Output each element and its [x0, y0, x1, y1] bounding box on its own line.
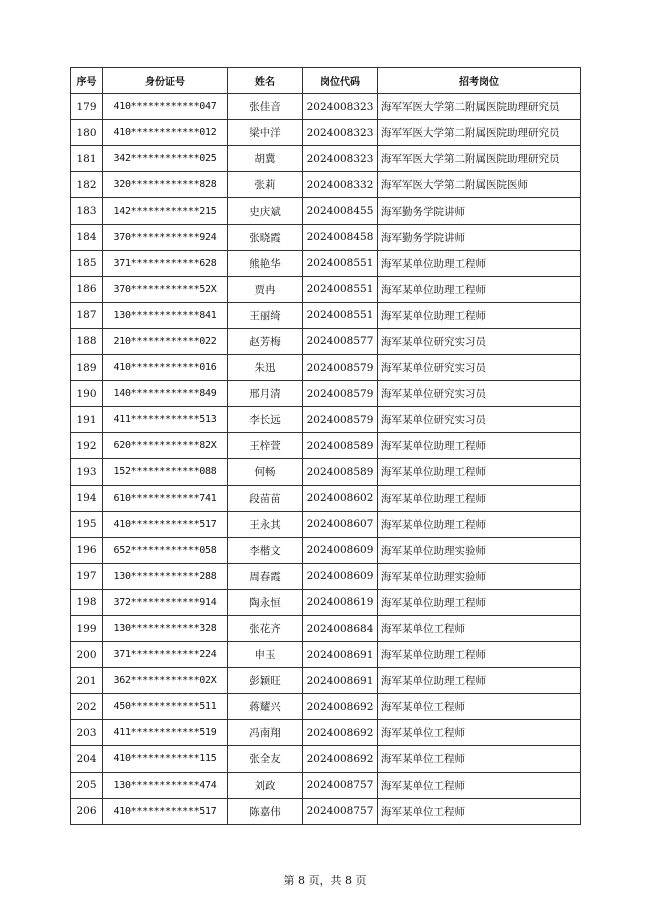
table-row: [71, 798, 581, 824]
cell-index: 200: [71, 642, 103, 668]
cell-position: 海军军医大学第二附属医院助理研究员: [378, 120, 581, 146]
cell-id-number: 410************517: [103, 798, 228, 824]
table-row: [71, 328, 581, 354]
roster-table: [70, 67, 581, 825]
roster-sheet: [70, 67, 580, 825]
page-footer: 第 8 页，共 8 页: [283, 874, 367, 887]
cell-id-number: 410************016: [103, 355, 228, 381]
cell-name: 张晓霞: [228, 224, 303, 250]
table-row: [71, 720, 581, 746]
cell-position: 海军某单位研究实习员: [378, 381, 581, 407]
table-row: [71, 459, 581, 485]
cell-id-number: 652************058: [103, 537, 228, 563]
header-index: 序号: [71, 68, 103, 94]
cell-position: 海军某单位工程师: [378, 798, 581, 824]
cell-position: 海军某单位工程师: [378, 720, 581, 746]
header-position-code: 岗位代码: [303, 68, 378, 94]
table-row: [71, 433, 581, 459]
cell-position-code: 2024008602: [303, 485, 378, 511]
cell-id-number: 342************025: [103, 146, 228, 172]
cell-name: 张全友: [228, 746, 303, 772]
cell-id-number: 372************914: [103, 589, 228, 615]
cell-position: 海军勤务学院讲师: [378, 224, 581, 250]
cell-id-number: 362************02X: [103, 668, 228, 694]
table-row: [71, 511, 581, 537]
cell-index: 190: [71, 381, 103, 407]
cell-name: 赵芳梅: [228, 328, 303, 354]
cell-id-number: 130************288: [103, 563, 228, 589]
cell-position-code: 2024008551: [303, 302, 378, 328]
cell-index: 187: [71, 302, 103, 328]
table-row: [71, 407, 581, 433]
cell-index: 195: [71, 511, 103, 537]
cell-id-number: 371************224: [103, 642, 228, 668]
cell-name: 刘政: [228, 772, 303, 798]
table-row: [71, 694, 581, 720]
cell-position: 海军某单位研究实习员: [378, 355, 581, 381]
table-row: [71, 642, 581, 668]
cell-position-code: 2024008757: [303, 772, 378, 798]
cell-position: 海军某单位助理工程师: [378, 250, 581, 276]
cell-position: 海军某单位助理工程师: [378, 302, 581, 328]
cell-index: 196: [71, 537, 103, 563]
cell-name: 段苗苗: [228, 485, 303, 511]
cell-name: 陶永恒: [228, 589, 303, 615]
cell-index: 204: [71, 746, 103, 772]
cell-name: 史庆斌: [228, 198, 303, 224]
cell-position-code: 2024008609: [303, 563, 378, 589]
table-row: [71, 668, 581, 694]
cell-id-number: 140************849: [103, 381, 228, 407]
cell-id-number: 410************517: [103, 511, 228, 537]
cell-index: 194: [71, 485, 103, 511]
cell-position-code: 2024008323: [303, 94, 378, 120]
cell-id-number: 320************828: [103, 172, 228, 198]
cell-position: 海军某单位工程师: [378, 746, 581, 772]
cell-name: 陈嘉伟: [228, 798, 303, 824]
cell-id-number: 142************215: [103, 198, 228, 224]
cell-id-number: 130************474: [103, 772, 228, 798]
cell-name: 李长远: [228, 407, 303, 433]
cell-id-number: 152************088: [103, 459, 228, 485]
cell-position-code: 2024008551: [303, 250, 378, 276]
cell-position: 海军军医大学第二附属医院助理研究员: [378, 146, 581, 172]
cell-position: 海军某单位工程师: [378, 772, 581, 798]
cell-position: 海军某单位助理工程师: [378, 511, 581, 537]
cell-name: 邢月清: [228, 381, 303, 407]
cell-position: 海军某单位研究实习员: [378, 407, 581, 433]
cell-name: 贾冉: [228, 276, 303, 302]
cell-index: 199: [71, 615, 103, 641]
cell-position: 海军某单位助理工程师: [378, 589, 581, 615]
cell-index: 188: [71, 328, 103, 354]
cell-position-code: 2024008692: [303, 720, 378, 746]
cell-position: 海军勤务学院讲师: [378, 198, 581, 224]
cell-id-number: 410************115: [103, 746, 228, 772]
cell-index: 186: [71, 276, 103, 302]
cell-name: 彭颖旺: [228, 668, 303, 694]
cell-position: 海军某单位助理工程师: [378, 433, 581, 459]
cell-index: 202: [71, 694, 103, 720]
cell-position-code: 2024008579: [303, 407, 378, 433]
cell-position: 海军某单位助理工程师: [378, 276, 581, 302]
table-row: [71, 94, 581, 120]
cell-index: 181: [71, 146, 103, 172]
cell-position-code: 2024008684: [303, 615, 378, 641]
cell-position-code: 2024008691: [303, 642, 378, 668]
cell-position: 海军某单位研究实习员: [378, 328, 581, 354]
table-row: [71, 276, 581, 302]
cell-position-code: 2024008579: [303, 381, 378, 407]
cell-id-number: 370************52X: [103, 276, 228, 302]
cell-position-code: 2024008589: [303, 433, 378, 459]
cell-index: 203: [71, 720, 103, 746]
cell-position-code: 2024008692: [303, 746, 378, 772]
cell-name: 张佳音: [228, 94, 303, 120]
cell-index: 179: [71, 94, 103, 120]
cell-index: 185: [71, 250, 103, 276]
cell-id-number: 371************628: [103, 250, 228, 276]
cell-id-number: 620************82X: [103, 433, 228, 459]
cell-index: 198: [71, 589, 103, 615]
cell-position-code: 2024008589: [303, 459, 378, 485]
table-row: [71, 146, 581, 172]
cell-id-number: 130************841: [103, 302, 228, 328]
table-row: [71, 250, 581, 276]
cell-position: 海军某单位工程师: [378, 694, 581, 720]
cell-position: 海军某单位助理工程师: [378, 485, 581, 511]
table-body: [71, 94, 581, 825]
cell-position-code: 2024008323: [303, 120, 378, 146]
table-row: [71, 772, 581, 798]
cell-index: 191: [71, 407, 103, 433]
cell-index: 197: [71, 563, 103, 589]
cell-index: 193: [71, 459, 103, 485]
cell-position-code: 2024008455: [303, 198, 378, 224]
table-row: [71, 224, 581, 250]
cell-position: 海军某单位助理工程师: [378, 668, 581, 694]
cell-index: 192: [71, 433, 103, 459]
cell-id-number: 410************012: [103, 120, 228, 146]
cell-name: 申玉: [228, 642, 303, 668]
table-header-row: [71, 68, 581, 94]
cell-id-number: 130************328: [103, 615, 228, 641]
table-row: [71, 485, 581, 511]
cell-index: 201: [71, 668, 103, 694]
table-row: [71, 302, 581, 328]
cell-id-number: 210************022: [103, 328, 228, 354]
header-position: 招考岗位: [378, 68, 581, 94]
cell-id-number: 450************511: [103, 694, 228, 720]
cell-name: 张莉: [228, 172, 303, 198]
cell-name: 胡冀: [228, 146, 303, 172]
cell-id-number: 411************513: [103, 407, 228, 433]
cell-position: 海军某单位助理工程师: [378, 642, 581, 668]
cell-index: 206: [71, 798, 103, 824]
table-row: [71, 589, 581, 615]
cell-name: 蒋耀兴: [228, 694, 303, 720]
cell-position-code: 2024008323: [303, 146, 378, 172]
cell-position-code: 2024008579: [303, 355, 378, 381]
table-row: [71, 563, 581, 589]
header-id-number: 身份证号: [103, 68, 228, 94]
cell-position-code: 2024008609: [303, 537, 378, 563]
cell-position-code: 2024008458: [303, 224, 378, 250]
cell-index: 180: [71, 120, 103, 146]
cell-name: 李楷文: [228, 537, 303, 563]
cell-position-code: 2024008619: [303, 589, 378, 615]
cell-name: 王丽绮: [228, 302, 303, 328]
table-row: [71, 537, 581, 563]
cell-position: 海军某单位助理实验师: [378, 563, 581, 589]
cell-position-code: 2024008551: [303, 276, 378, 302]
header-name: 姓名: [228, 68, 303, 94]
cell-position-code: 2024008577: [303, 328, 378, 354]
table-row: [71, 198, 581, 224]
cell-position-code: 2024008332: [303, 172, 378, 198]
cell-name: 朱迅: [228, 355, 303, 381]
cell-id-number: 370************924: [103, 224, 228, 250]
cell-position: 海军某单位助理工程师: [378, 459, 581, 485]
cell-name: 张花齐: [228, 615, 303, 641]
cell-position: 海军军医大学第二附属医院医师: [378, 172, 581, 198]
table-row: [71, 746, 581, 772]
cell-name: 梁中洋: [228, 120, 303, 146]
cell-name: 熊艳华: [228, 250, 303, 276]
cell-index: 189: [71, 355, 103, 381]
table-row: [71, 172, 581, 198]
table-row: [71, 381, 581, 407]
cell-id-number: 411************519: [103, 720, 228, 746]
table-row: [71, 355, 581, 381]
cell-position-code: 2024008757: [303, 798, 378, 824]
cell-name: 王梓萱: [228, 433, 303, 459]
cell-name: 冯南翔: [228, 720, 303, 746]
table-row: [71, 120, 581, 146]
cell-name: 周春霞: [228, 563, 303, 589]
cell-name: 王永其: [228, 511, 303, 537]
cell-position-code: 2024008607: [303, 511, 378, 537]
cell-id-number: 410************047: [103, 94, 228, 120]
cell-id-number: 610************741: [103, 485, 228, 511]
cell-index: 183: [71, 198, 103, 224]
table-row: [71, 615, 581, 641]
cell-index: 182: [71, 172, 103, 198]
cell-index: 205: [71, 772, 103, 798]
cell-position: 海军军医大学第二附属医院助理研究员: [378, 94, 581, 120]
cell-position: 海军某单位工程师: [378, 615, 581, 641]
cell-position-code: 2024008691: [303, 668, 378, 694]
cell-index: 184: [71, 224, 103, 250]
cell-position: 海军某单位助理实验师: [378, 537, 581, 563]
cell-position-code: 2024008692: [303, 694, 378, 720]
cell-name: 何畅: [228, 459, 303, 485]
